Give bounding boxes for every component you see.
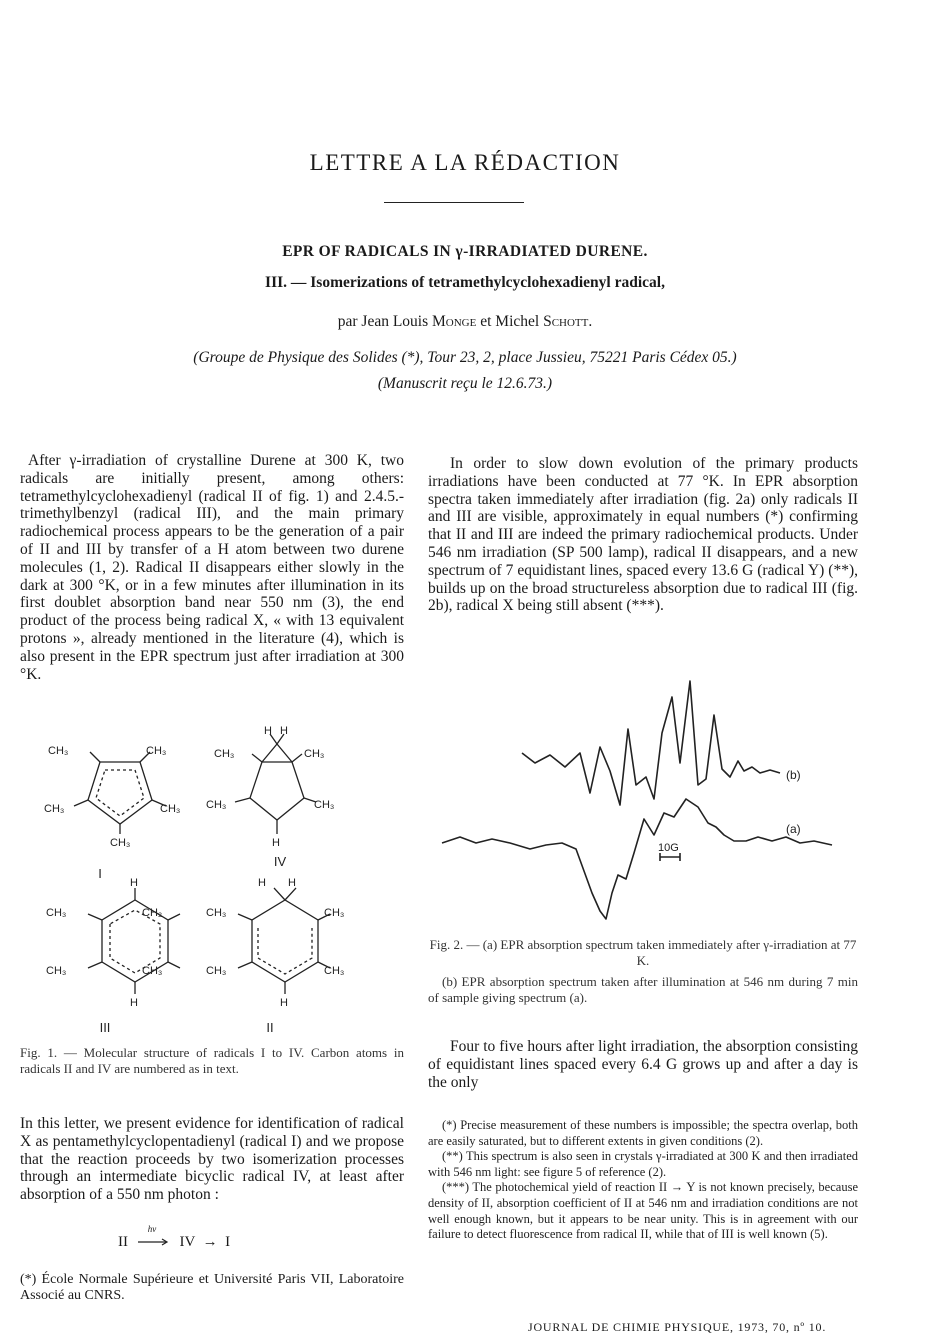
label-a: (a): [786, 822, 801, 836]
hv-label: hν: [147, 1224, 157, 1234]
IV-h-1: H: [264, 725, 272, 737]
scale-label: 10G: [658, 842, 679, 854]
III-ch3-br: CH₃: [142, 965, 163, 977]
IV-ch3-tr: CH₃: [304, 748, 325, 760]
label-III: III: [99, 1020, 111, 1035]
footnote-left: (*) École Normale Supérieure et Université Paris VII, Laboratoire Associé au CNRS.: [20, 1272, 404, 1303]
and-text: et Michel: [480, 313, 540, 330]
I-ch3-mr: CH₃: [160, 803, 181, 815]
IV-ch3-tl: CH₃: [214, 748, 235, 760]
section-heading: LETTRE A LA RÉDACTION: [309, 150, 621, 175]
footnote-3: (***) The photochemical yield of reaction II → Y is not known precisely, because density of II, absorption coefficient of II at 546 nm and irradiation conditions are not well enough known, but it appears to be near unity. This is in agreement with our failure to detect fluorescence from radical II, while that of III is well known (5).: [428, 1180, 858, 1242]
III-ch2: CH₂: [142, 907, 163, 919]
III-ch3-bl: CH₃: [46, 965, 67, 977]
affiliation: (Groupe de Physique des Solides (*), Tour 23, 2, place Jussieu, 75221 Paris Cédex 05.): [193, 349, 737, 366]
II-h-b: H: [280, 997, 288, 1009]
label-IV: IV: [273, 854, 287, 869]
IV-h-b: H: [272, 837, 280, 849]
I-ch3-b: CH₃: [110, 837, 131, 849]
figure-2-caption-b: (b) EPR absorption spectrum taken after illumination at 546 nm during 7 min of sample giving spectrum (a).: [428, 974, 858, 1005]
label-I: I: [98, 866, 102, 881]
received-date: (Manuscrit reçu le 12.6.73.): [377, 375, 553, 392]
I-ch3-ml: CH₃: [44, 803, 65, 815]
author2-lastname: Schott.: [543, 313, 593, 330]
figure-2-caption: [428, 937, 858, 1006]
arrow-2: →: [202, 1234, 218, 1250]
footnote-1: (*) Precise measurement of these numbers is impossible; the spectra overlap, both are easily saturated, but to different extents in given conditions (2).: [428, 1118, 858, 1148]
IV-ch3-mr: CH₃: [314, 799, 335, 811]
authors: [0, 313, 930, 331]
figure-1-caption: Fig. 1. — Molecular structure of radicals I to IV. Carbon atoms in radicals II and IV are numbered as in text.: [20, 1045, 404, 1076]
spectrum-a-trace: [442, 799, 832, 919]
footnotes-right: [428, 1118, 858, 1243]
label-II: II: [266, 1020, 274, 1035]
author1-lastname: Monge: [432, 313, 477, 330]
II-h-2: H: [288, 877, 296, 889]
IV-ch3-ml: CH₃: [206, 799, 227, 811]
paragraph-3: Four to five hours after light irradiation, the absorption consisting of equidistant lines spaced every 6.4 G grows up and after a day is the only: [428, 1038, 858, 1091]
III-h-b: H: [130, 997, 138, 1009]
figure-2-caption-a: Fig. 2. — (a) EPR absorption spectrum taken immediately after γ-irradiation at 77 K.: [429, 937, 857, 968]
label-b: (b): [786, 768, 801, 782]
II-ch3-br: CH₃: [324, 965, 345, 977]
I-ch3-tl: CH₃: [48, 745, 69, 757]
reactant-II: II: [118, 1234, 128, 1250]
photo-arrow: [138, 1224, 170, 1251]
intermediate-IV: IV: [179, 1234, 196, 1250]
arrow-icon: [138, 1236, 170, 1246]
II-h-1: H: [258, 877, 266, 889]
article-subtitle: III. — Isomerizations of tetramethylcyclohexadienyl radical,: [265, 274, 665, 291]
paragraph-2: In order to slow down evolution of the primary products irradiations have been conducted at 77 °K. In EPR absorption spectra taken immediately after irradiation (fig. 2a) only radicals II and III are visible, approximately in equal numbers (*) confirming that II and III are indeed the primary radiochemical products. Under 546 nm irradiation (SP 500 lamp), radical II disappears, and a new spectrum of 7 equidistant lines, spaced every 13.6 G (radical Y) (**), builds up on the broad structureless absorption due to radical III (fig. 2b), radical X being still absent (***).: [428, 455, 858, 615]
III-h-t: H: [130, 877, 138, 889]
figure-1-structures: [30, 720, 400, 1040]
product-I: I: [225, 1234, 231, 1250]
II-ch3-tr: CH₃: [324, 907, 345, 919]
article-title: EPR OF RADICALS IN γ-IRRADIATED DURENE.: [282, 243, 648, 260]
paragraph-4: In this letter, we present evidence for identification of radical X as pentamethylcyclopentadienyl (radical I) and we propose that the reaction proceeds by two isomerization processes through an intermediate bicyclic radical IV, at least after absorption of a 550 nm photon :: [20, 1115, 404, 1204]
footnote-2: (**) This spectrum is also seen in crystals γ-irradiated at 300 K and then irradiated with 546 nm light: see figure 5 of reference (2).: [428, 1149, 858, 1179]
spectrum-b-trace: [522, 681, 780, 805]
reaction-scheme: [118, 1224, 231, 1251]
I-ch3-tr: CH₃: [146, 745, 167, 757]
paragraph-1: After γ-irradiation of crystalline Durene at 300 K, two radicals are initially present, among others: tetramethylcyclohexadienyl (radical II of fig. 1) and 2.4.5.-trimethylbenzyl (radical III), and the main primary radiochemical process appears to be the generation of a pair of II and III by transfer of a H atom between two durene molecules (1, 2). Radical II disappears either slowly in the dark at 300 °K, or in a few minutes after illumination in its first doublet absorption band near 550 nm (3), the end product of the process being radical X, « with 13 equivalent protons », already mentioned in the literature (4), which is also present in the EPR spectrum just after irradiation at 300 °K.: [20, 452, 404, 683]
by-text: par Jean Louis: [337, 313, 429, 330]
IV-h-2: H: [280, 725, 288, 737]
II-ch3-tl: CH₃: [206, 907, 227, 919]
II-ch3-bl: CH₃: [206, 965, 227, 977]
journal-footer: JOURNAL DE CHIMIE PHYSIQUE, 1973, 70, nº 10.: [528, 1320, 827, 1334]
heading-rule: [384, 202, 524, 203]
figure-2-epr-spectra: [440, 675, 850, 930]
III-ch3-tl: CH₃: [46, 907, 67, 919]
